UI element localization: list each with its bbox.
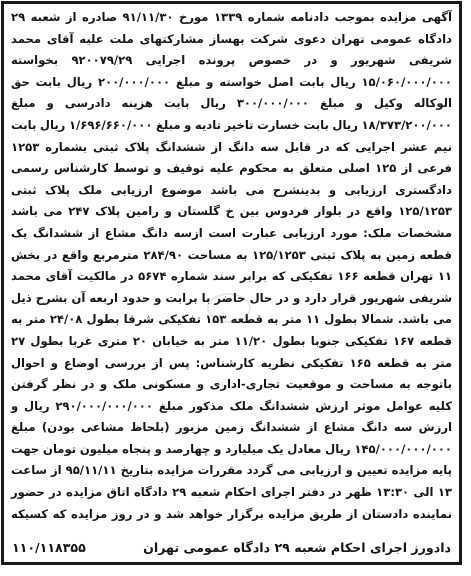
signature-line: دادورز اجرای احکام شعبه ۲۹ دادگاه عمومی تهران xyxy=(143,539,451,555)
notice-footer xyxy=(4,532,459,562)
auction-notice xyxy=(1,1,462,565)
notice-body-text: آگهی مزایده بموجب دادنامه شماره ۱۳۳۹ مورخ ۹۱/۱۱/۳۰ صادره از شعبه ۲۹ دادگاه عمومی تهران دعوی شرکت بهساز مشارکتهای ملت علیه آقای محمد شریفی شهریور و در خصوص پرونده اجرایی ۹۲۰۰۷۹/۲۹ بخواسته ۱۵/۰۶۰/۰۰۰/۰۰۰ ریال بابت اصل خواسته و مبلغ ۲۰۰/۰۰۰/۰۰۰ ریال بابت حق الوکاله وکیل و مبلغ ۳۰۰/۰۰۰/۰۰۰ ریال بابت هزینه دادرسی و مبلغ ۱۸/۳۷۳/۲۰۰/۰۰۰ ریال بابت خسارت تاخیر تادیه و مبلغ ۱/۶۹۶/۶۶۰/۰۰۰ ریال بابت نیم عشر اجرایی که در قابل سه دانگ از ششدانگ پلاک ثبتی بشماره ۱۲۵۳ فرعی از ۱۲۵ اصلی متعلق به محکوم علیه توقیف و توسط کارشناس رسمی دادگستری ارزیابی و بدینشرح می باشد موضوع ارزیابی ملک پلاک ثبتی ۱۲۵/۱۲۵۳ واقع در بلوار فردوس بین خ گلستان و رامین پلاک ۲۴۷ می باشد مشخصات ملک: مورد ارزیابی عبارت است ازسه دانگ مشاع از ششدانگ یک قطعه زمین به پلاک ثبتی ۱۲۵/۱۲۵۳ به مساحت ۲۸۴/۹۰ مترمربع واقع در بخش ۱۱ تهران قطعه ۱۶۶ تفکیکی که برابر سند شماره ۵۶۷۴ در مالکیت آقای محمد شریفی شهریور قرار دارد و در حال حاضر با برابت و حدود اربعه آن بشرح ذیل می باشد. شمالا بطول ۱۱ متر به قطعه ۱۵۳ تفکیکی شرقا بطول ۲۴/۰۸ متر به قطعه ۱۶۷ تفکیکی جنوبا بطول ۱۱/۲۰ متر به خیابان ۲۰ متری غربا بطول ۲۷ متر به قطعه ۱۶۵ تفکیکی نظریه کارشناس: پس از بررسی اوضاع و احوال باتوجه به مساحت و موقعیت تجاری-اداری و مسکونی ملک و در نظر گرفتن کلیه عوامل موثر ارزش ششدانگ ملک مذکور مبلغ ۲۹۰/۰۰۰/۰۰۰/۰۰۰ ریال و ارزش سه دانگ مشاع از ششدانگ زمین مزبور (بلحاظ مشاعی بودن) مبلغ ۱۴۵/۰۰۰/۰۰۰/۰۰۰ ریال معادل یک میلیارد و چهارصد و پنجاه میلیون تومان جهت پایه مزایده تعیین و ارزیابی می گردد مقررات مزایده بتاریخ ۹۵/۱۱/۱۱ از ساعت ۱۳ الی ۱۳:۳۰ ظهر در دفتر اجرای احکام شعبه ۲۹ دادگاه اتاق مزایده در حضور نماینده دادستان از طریق مزایده برگزار خواهد شد و در روز مزایده که کسیکه xyxy=(11,10,452,521)
notice-code: ۱۱۰/۱۱۸۳۵۵ xyxy=(12,539,86,555)
